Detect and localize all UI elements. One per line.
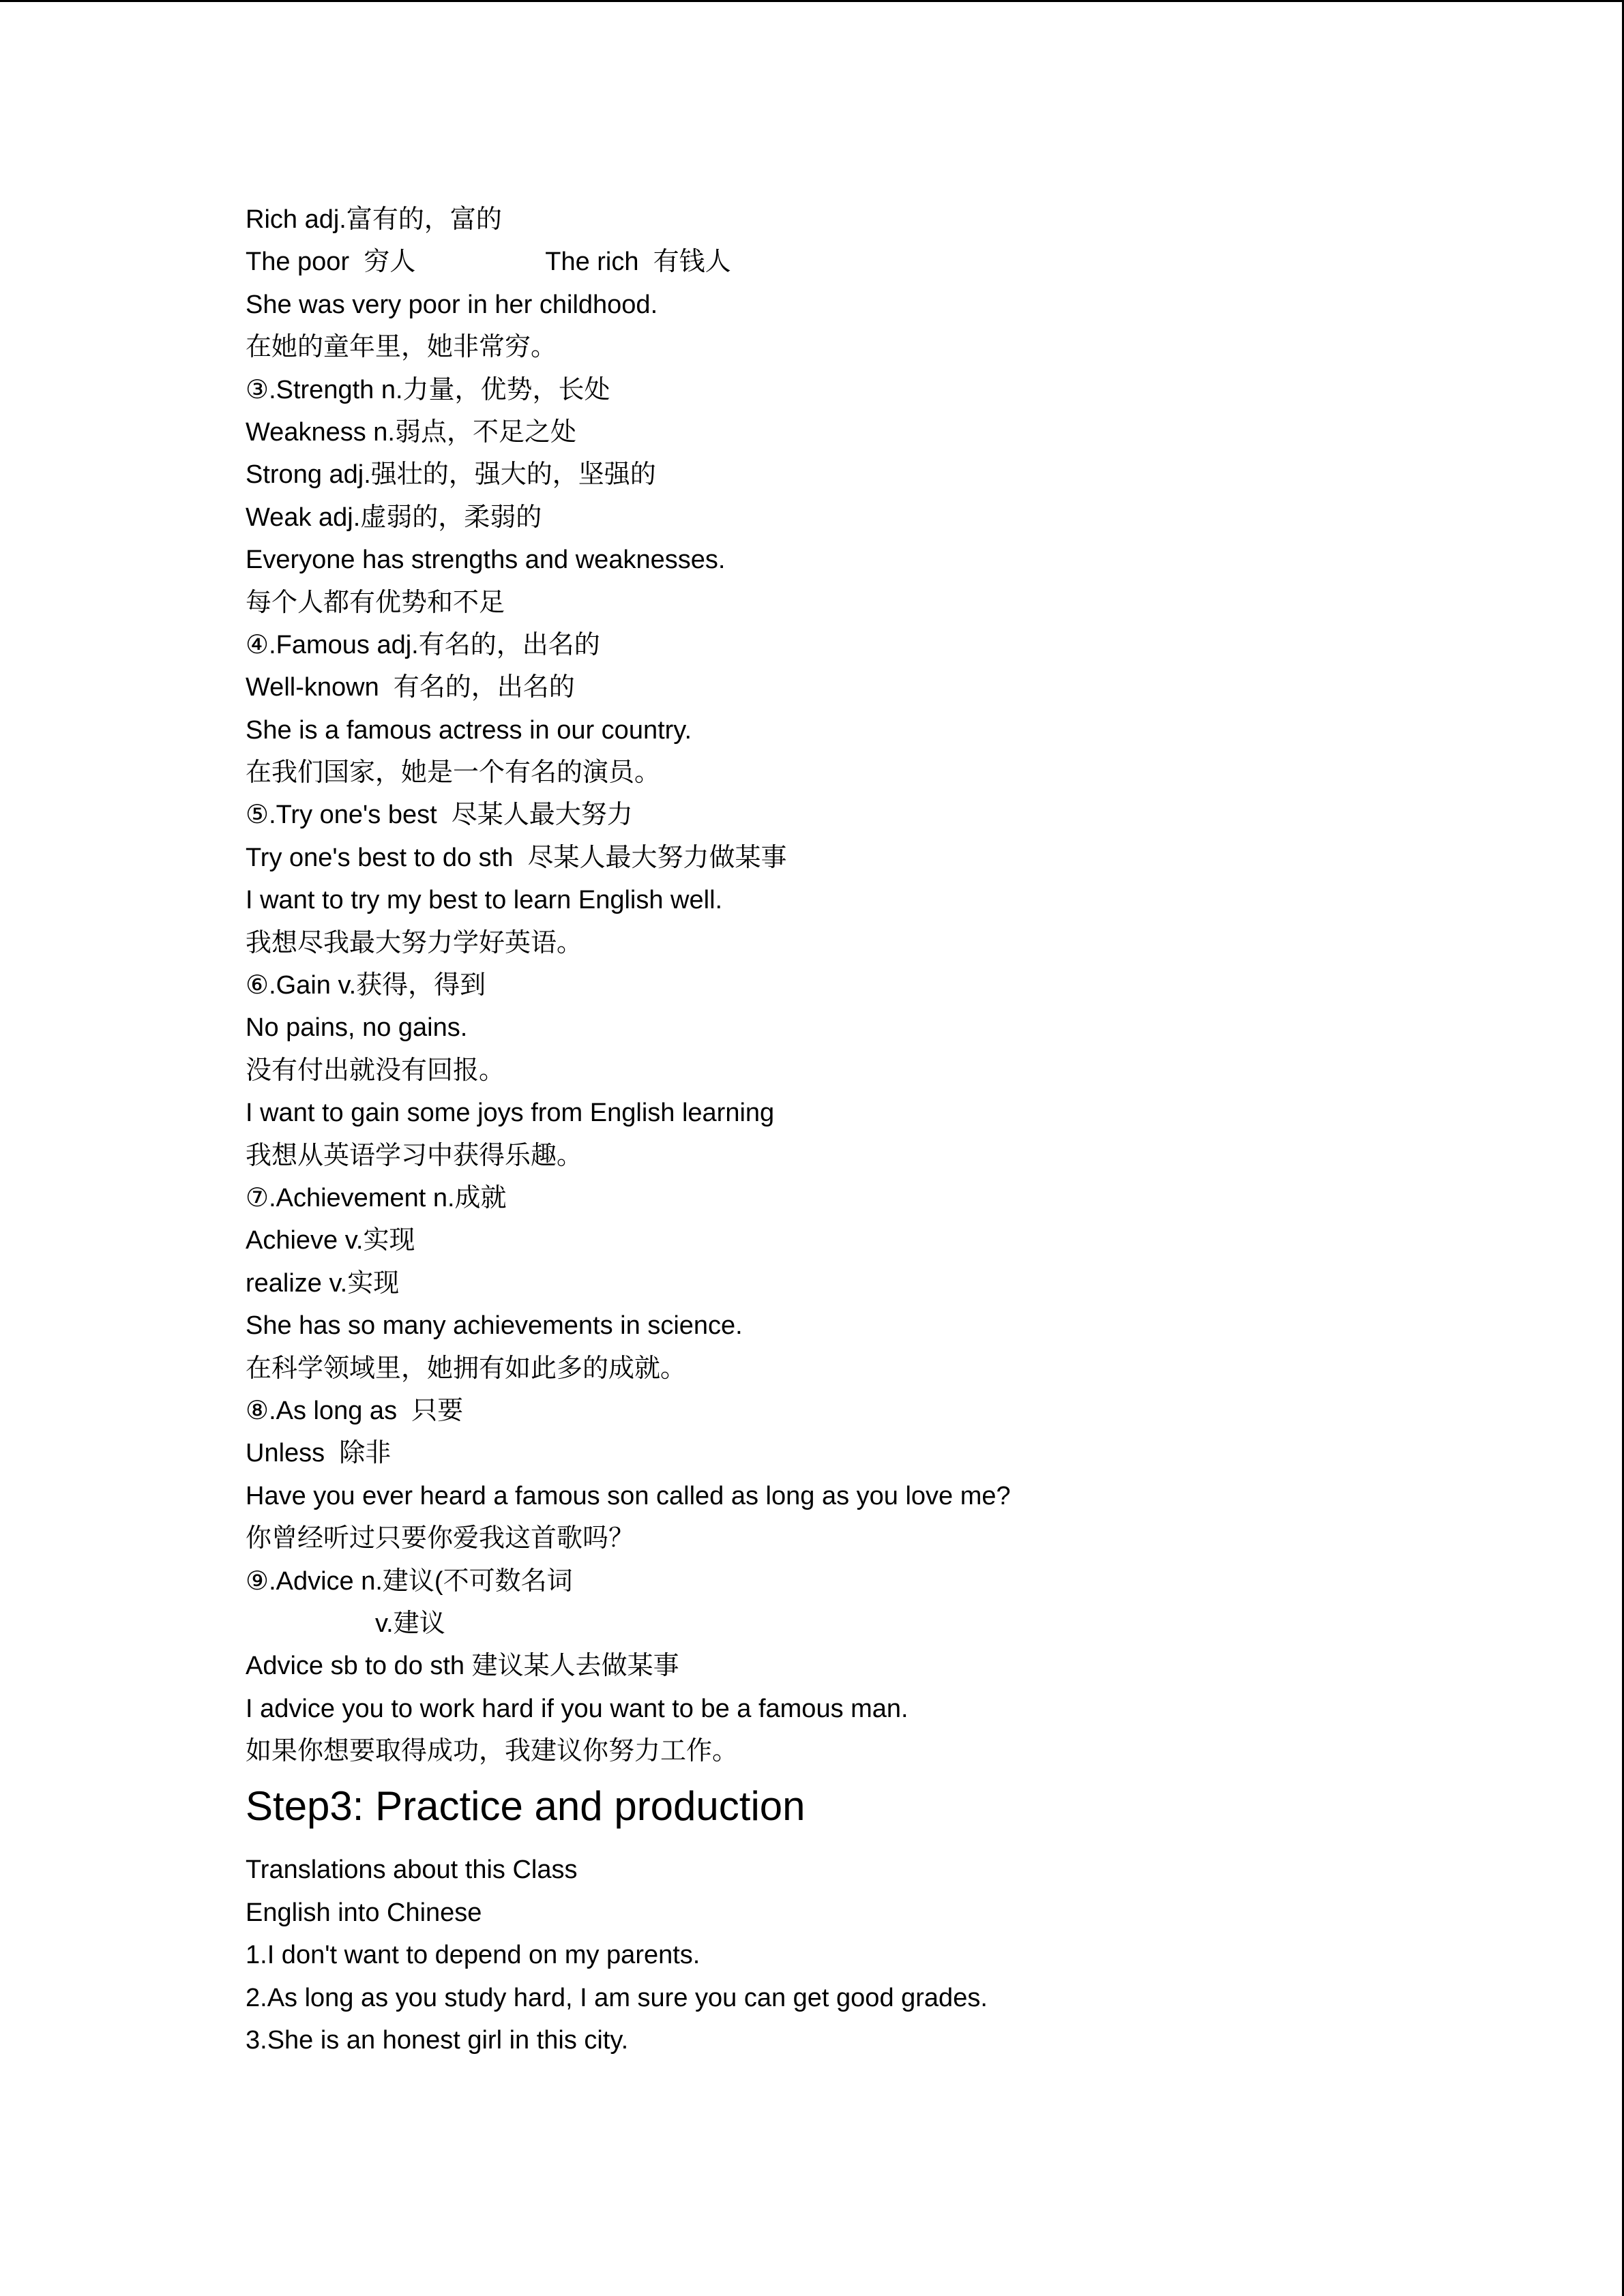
vocab-line-advice-sb-to-do: Advice sb to do sth 建议某人去做某事 [246,1652,679,1681]
vocab-line-try-ones-best-to-do: Try one's best to do sth 尽某人最大努力做某事 [246,843,787,872]
example-translation: 在她的童年里，她非常穷。 [246,333,557,362]
vocab-line-strong: Strong adj.强壮的，强大的，坚强的 [246,460,656,490]
example-translation: 我想尽我最大努力学好英语。 [246,928,583,957]
example-sentence: She was very poor in her childhood. [246,290,658,319]
example-sentence: I want to gain some joys from English learning [246,1099,775,1128]
example-sentence: Everyone has strengths and weaknesses. [246,546,726,575]
practice-intro: Translations about this Class [246,1855,578,1885]
example-translation: 没有付出就没有回报。 [246,1056,505,1085]
vocab-line-achieve: Achieve v.实现 [246,1226,415,1255]
example-translation: 我想从英语学习中获得乐趣。 [246,1141,583,1170]
vocab-heading-as-long-as: ⑧.As long as 只要 [246,1396,464,1425]
vocab-heading-try-ones-best: ⑤.Try one's best 尽某人最大努力 [246,801,633,830]
vocab-heading-advice: ⑨.Advice n.建议(不可数名词 [246,1566,573,1596]
vocab-line-realize: realize v.实现 [246,1268,400,1298]
example-sentence: She is a famous actress in our country. [246,715,692,745]
vocab-heading-strength: ③.Strength n.力量，优势，长处 [246,375,610,404]
example-translation: 如果你想要取得成功，我建议你努力工作。 [246,1737,739,1766]
practice-item: 2.As long as you study hard, I am sure you can get good grades. [246,1983,988,2012]
vocab-line-rich: Rich adj.富有的，富的 [246,205,502,234]
vocab-line-weak: Weak adj.虚弱的，柔弱的 [246,503,542,532]
example-translation: 在我们国家，她是一个有名的演员。 [246,758,661,788]
document-body [246,198,1528,2061]
vocab-line-weakness: Weakness n.弱点，不足之处 [246,417,576,447]
example-sentence: She has so many achievements in science. [246,1311,743,1341]
example-sentence: No pains, no gains. [246,1013,468,1043]
example-translation: 在科学领域里，她拥有如此多的成就。 [246,1354,687,1383]
practice-subtitle: English into Chinese [246,1898,482,1927]
practice-item: 3.She is an honest girl in this city. [246,2026,629,2055]
vocab-heading-famous: ④.Famous adj.有名的，出名的 [246,630,600,659]
example-translation: 每个人都有优势和不足 [246,588,505,617]
step3-heading: Step3: Practice and production [246,1783,806,1830]
vocab-line-advice-verb: v.建议 [375,1609,445,1638]
vocab-heading-achievement: ⑦.Achievement n.成就 [246,1183,507,1212]
vocab-line-poor-rich: The poor 穷人 The rich 有钱人 [246,248,731,277]
vocab-heading-gain: ⑥.Gain v.获得，得到 [246,971,486,1000]
vocab-line-unless: Unless 除非 [246,1439,392,1468]
example-sentence: I advice you to work hard if you want to be a famous man. [246,1694,909,1723]
example-sentence: Have you ever heard a famous son called as long as you love me? [246,1481,1011,1510]
example-sentence: I want to try my best to learn English well. [246,886,723,915]
vocab-line-well-known: Well-known 有名的，出名的 [246,673,575,702]
example-translation: 你曾经听过只要你爱我这首歌吗？ [246,1524,635,1553]
practice-item: 1.I don't want to depend on my parents. [246,1941,700,1970]
